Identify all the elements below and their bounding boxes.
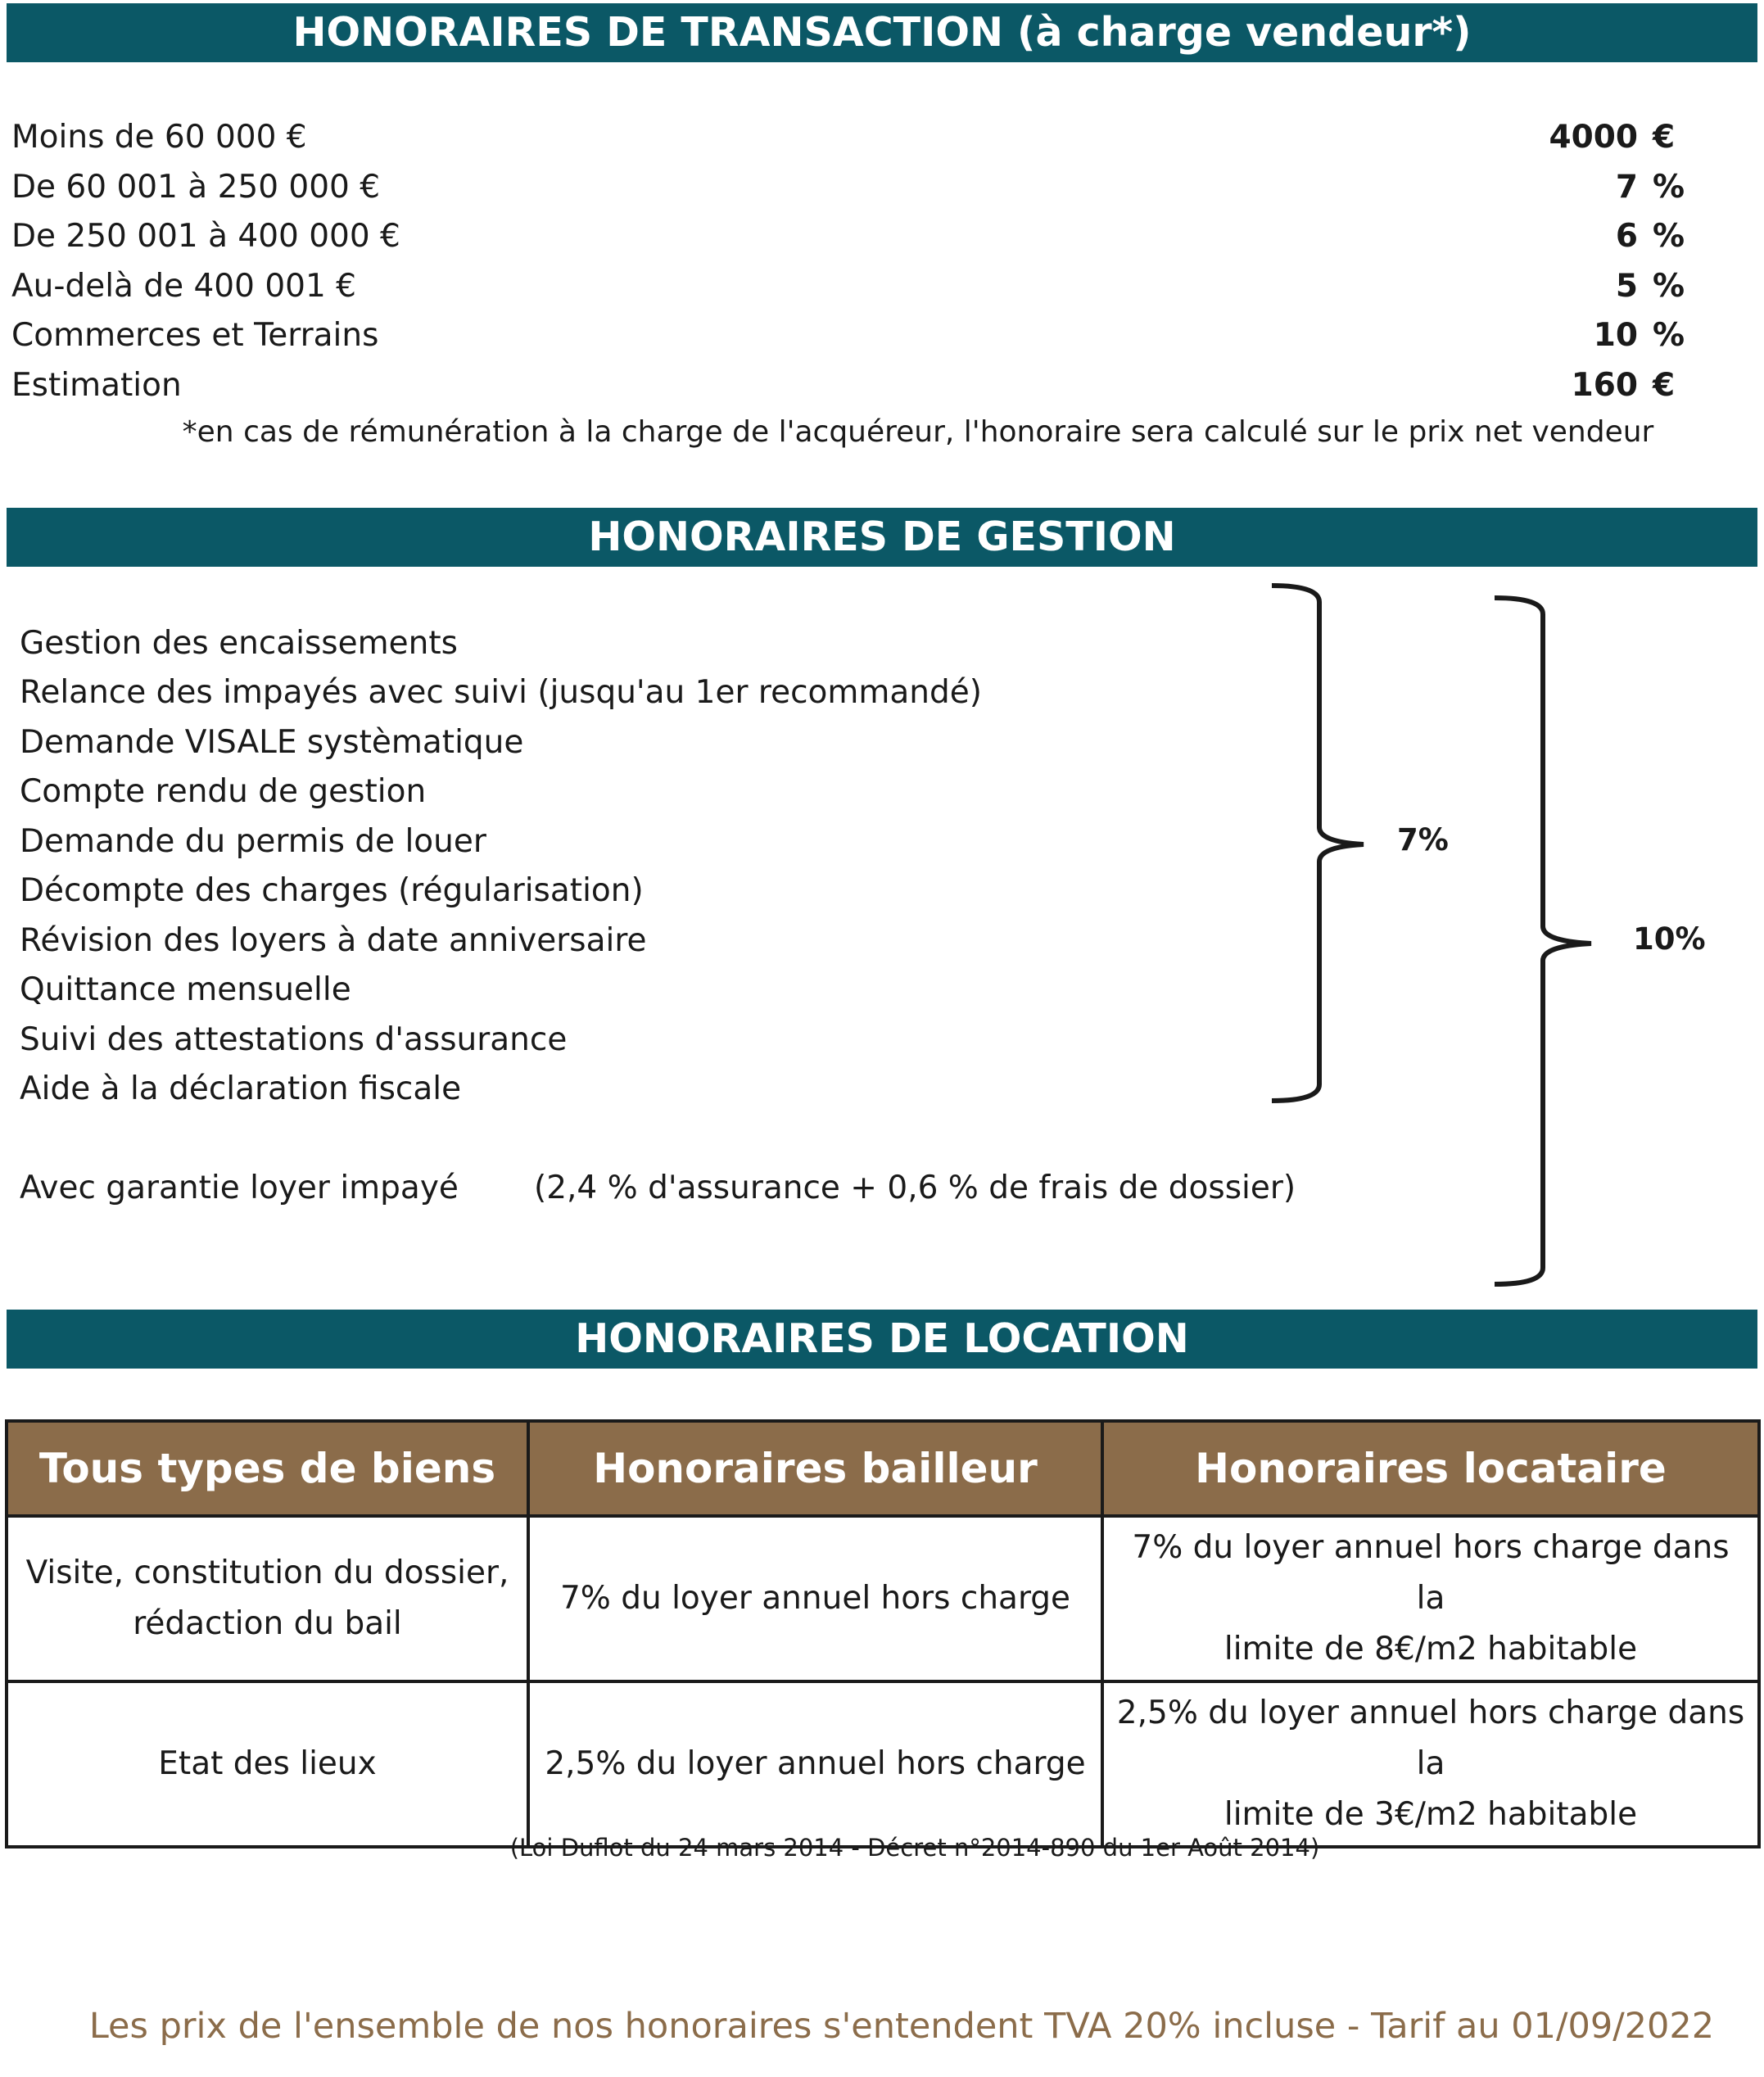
cell-line: Visite, constitution du dossier, [25, 1554, 509, 1591]
transaction-row-label: Commerces et Terrains [11, 317, 379, 354]
cell-tenant-fee [1102, 1516, 1759, 1681]
transaction-value-unit: € [1653, 367, 1676, 404]
gestion-item: Relance des impayés avec suivi (jusqu'au 1er recommandé) [20, 674, 982, 711]
transaction-value-number: 6 [1615, 218, 1638, 255]
location-title: HONORAIRES DE LOCATION [7, 1310, 1757, 1369]
location-table [5, 1419, 1761, 1848]
transaction-value-unit: % [1653, 268, 1685, 305]
transaction-value-unit: % [1653, 218, 1685, 255]
gestion-title: HONORAIRES DE GESTION [7, 508, 1757, 567]
transaction-row-label: Moins de 60 000 € [11, 119, 307, 156]
header-tenant-fees: Honoraires locataire [1102, 1421, 1759, 1516]
gestion-item: Compte rendu de gestion [20, 773, 427, 810]
footer-note [0, 2003, 1764, 2049]
brace-7pct-icon [1272, 586, 1364, 1101]
header-property-type: Tous types de biens [7, 1421, 528, 1516]
transaction-value-unit: € [1653, 119, 1676, 156]
footer-note-text: Les prix de l'ensemble de nos honoraires s'entendent TVA 20% incluse - Tarif au 01/09/2022 [88, 2006, 1715, 2047]
transaction-title: HONORAIRES DE TRANSACTION (à charge vendeur*) [7, 3, 1757, 62]
transaction-value-unit: % [1653, 317, 1685, 354]
cell-property-type [7, 1516, 528, 1681]
guarantee-label: Avec garantie loyer impayé [20, 1170, 459, 1206]
transaction-value-number: 5 [1615, 268, 1638, 305]
gestion-item: Aide à la déclaration fiscale [20, 1070, 462, 1107]
guarantee-detail: (2,4 % d'assurance + 0,6 % de frais de dossier) [534, 1170, 1296, 1206]
gestion-item: Révision des loyers à date anniversaire [20, 922, 647, 959]
transaction-value-number: 10 [1593, 317, 1638, 354]
gestion-item: Suivi des attestations d'assurance [20, 1021, 568, 1058]
header-landlord-fees: Honoraires bailleur [528, 1421, 1102, 1516]
transaction-value-number: 160 [1571, 367, 1638, 404]
cell-line: rédaction du bail [133, 1605, 402, 1642]
cell-line: limite de 3€/m2 habitable [1223, 1796, 1638, 1833]
gestion-base-rate: 7% [1397, 822, 1449, 857]
location-table-header [7, 1421, 1759, 1516]
transaction-row-label: Estimation [11, 367, 182, 404]
table-row [7, 1681, 1759, 1847]
table-row [7, 1516, 1759, 1681]
transaction-row-label: Au-delà de 400 001 € [11, 268, 356, 305]
transaction-value-number: 7 [1615, 169, 1638, 206]
transaction-row-label: De 60 001 à 250 000 € [11, 169, 381, 206]
gestion-item: Gestion des encaissements [20, 625, 458, 662]
gestion-item: Décompte des charges (régularisation) [20, 872, 644, 909]
cell-tenant-fee [1102, 1681, 1759, 1847]
transaction-note-text: *en cas de rémunération à la charge de l'acquéreur, l'honoraire sera calculé sur le prix net vendeur [182, 415, 1654, 449]
gestion-guarantee-rate: 10% [1633, 921, 1706, 957]
legal-reference-text: (Loi Duflot du 24 mars 2014 - Décret n°2014-890 du 1er Août 2014) [509, 1834, 1320, 1862]
gestion-item: Quittance mensuelle [20, 971, 351, 1008]
cell-landlord-fee: 2,5% du loyer annuel hors charge [528, 1681, 1102, 1847]
transaction-value-unit: % [1653, 169, 1685, 206]
legal-reference [0, 1831, 1764, 1864]
cell-line: limite de 8€/m2 habitable [1223, 1631, 1638, 1667]
gestion-item: Demande VISALE systèmatique [20, 724, 524, 761]
cell-line: 2,5% du loyer annuel hors charge dans la [1116, 1695, 1745, 1782]
cell-landlord-fee: 7% du loyer annuel hors charge [528, 1516, 1102, 1681]
gestion-item: Demande du permis de louer [20, 823, 486, 860]
brace-10pct-icon [1495, 598, 1591, 1284]
transaction-row-label: De 250 001 à 400 000 € [11, 218, 400, 255]
cell-property-type: Etat des lieux [7, 1681, 528, 1847]
cell-line: 7% du loyer annuel hors charge dans la [1132, 1529, 1730, 1617]
transaction-value-number: 4000 [1549, 119, 1638, 156]
